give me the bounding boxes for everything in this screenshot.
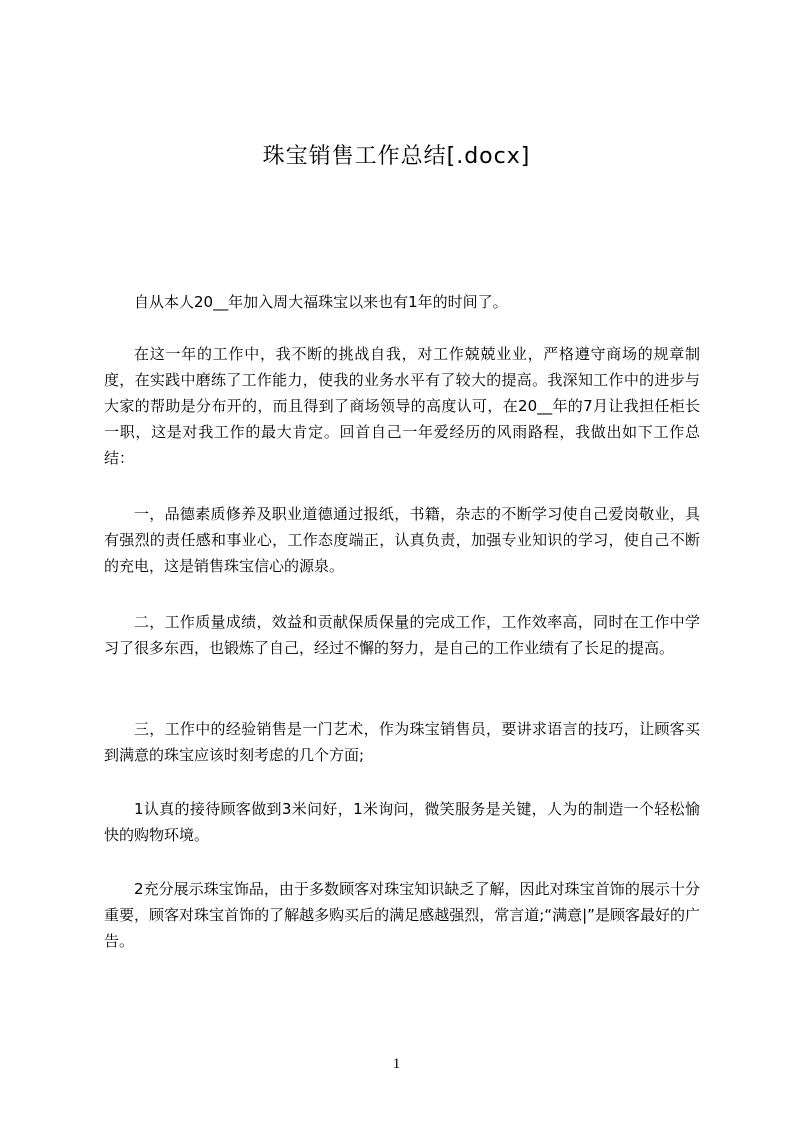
paragraph-item-two [104,876,700,954]
paragraph-section-three [104,716,700,768]
paragraph-text: 2充分展示珠宝饰品，由于多数顾客对珠宝知识缺乏了解，因此对珠宝首饰的展示十分重要，顾客对珠宝首饰的了解越多购买后的满足感越强烈，常言道;“满意|”是顾客最好的广告。 [104,880,700,950]
paragraph-intro [104,289,700,315]
paragraph-text: 1认真的接待顾客做到3米问好，1米询问，微笑服务是关键，人为的制造一个轻松愉快的购物环境。 [104,800,700,844]
paragraph-text: 二，工作质量成绩，效益和贡献保质保量的完成工作，工作效率高，同时在工作中学习了很多东西，也锻炼了自己，经过不懈的努力，是自己的工作业绩有了长足的提高。 [104,613,700,657]
paragraph-text: 三，工作中的经验销售是一门艺术，作为珠宝销售员，要讲求语言的技巧，让顾客买到满意的珠宝应该时刻考虑的几个方面; [104,720,700,764]
paragraph-section-one [104,501,700,579]
paragraph-item-one [104,796,700,848]
paragraph-text: 自从本人20__年加入周大福珠宝以来也有1年的时间了。 [134,293,508,311]
paragraph-overview [104,341,700,471]
paragraph-text: 一，品德素质修养及职业道德通过报纸，书籍，杂志的不断学习使自己爱岗敬业，具有强烈的责任感和事业心，工作态度端正，认真负责，加强专业知识的学习，使自己不断的充电，这是销售珠宝信心的源泉。 [104,505,700,575]
page-number: 1 [392,1056,401,1072]
paragraph-text: 在这一年的工作中，我不断的挑战自我，对工作兢兢业业，严格遵守商场的规章制度，在实践中磨练了工作能力，使我的业务水平有了较大的提高。我深知工作中的进步与大家的帮助是分布开的，而且得到了商场领导的高度认可，在20__年的7月让我担任柜长一职，这是对我工作的最大肯定。回首自己一年爱经历的风雨路程，我做出如下工作总结： [104,345,700,467]
document-title: 珠宝销售工作总结[.docx] [262,144,531,169]
paragraph-section-two [104,609,700,661]
